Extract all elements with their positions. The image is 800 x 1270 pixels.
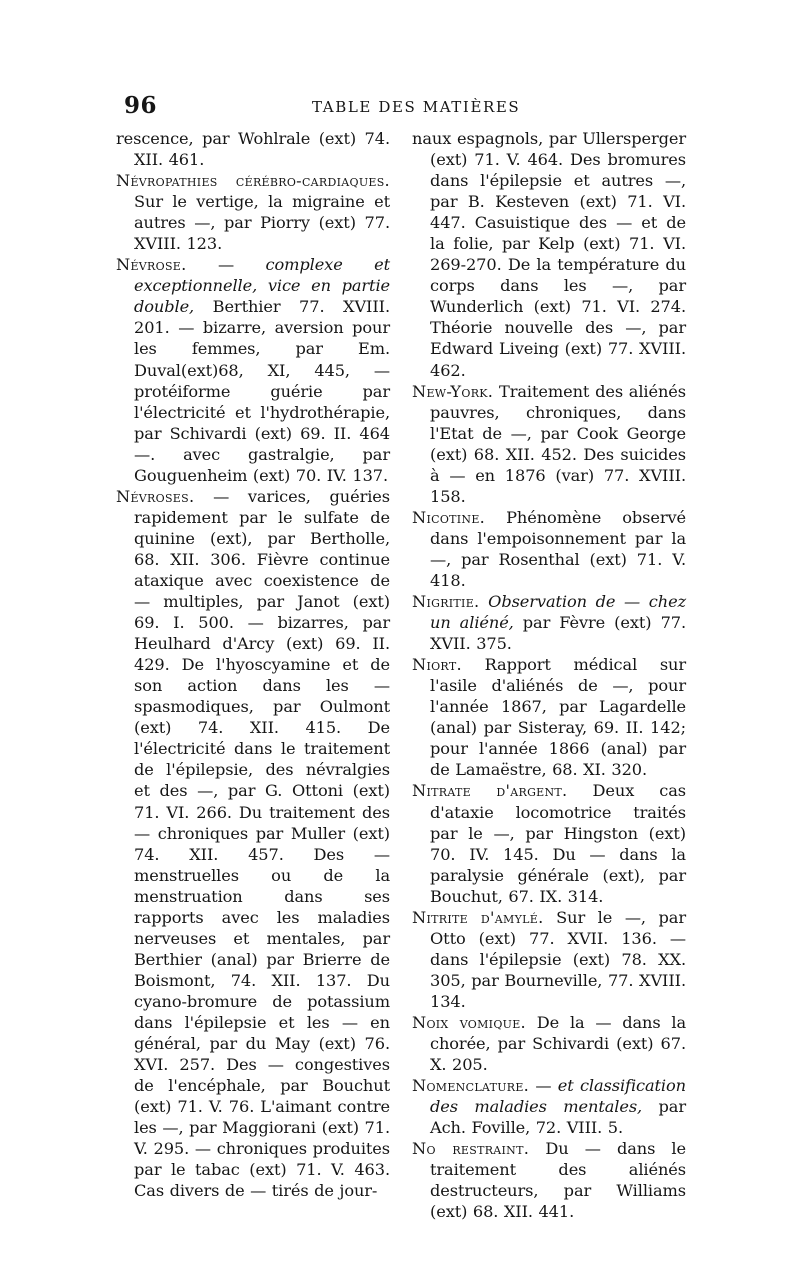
index-entry bbox=[412, 1138, 686, 1222]
index-entry bbox=[412, 654, 686, 780]
entry-text: De la — dans la chorée, par Schivardi (ext) 67. X. 205. bbox=[430, 1012, 686, 1075]
entry-heading: Névropathies cérébro-cardiaques. bbox=[116, 171, 390, 191]
entry-text: par Fèvre (ext) 77. XVII. 375. bbox=[430, 613, 687, 654]
entry-heading: New-York. bbox=[412, 381, 494, 401]
entry-heading: Névroses. bbox=[116, 486, 195, 506]
entry-dash: — bbox=[186, 255, 266, 275]
index-entry bbox=[116, 254, 390, 486]
left-column bbox=[116, 128, 390, 1201]
entry-dash: — bbox=[529, 1076, 558, 1096]
index-entry bbox=[116, 170, 390, 254]
index-entry bbox=[116, 486, 390, 1202]
entry-text: Traitement des aliénés pauvres, chroniques, dans l'Etat de —, par Cook George (ext) 68. XII. 452. Des suicides à — en 1876 (var) 77. XVIII. 158. bbox=[430, 381, 686, 506]
entry-heading: Nitrate d'argent. bbox=[412, 781, 568, 801]
entry-text: naux espagnols, par Ullersperger (ext) 71. V. 464. Des bromures dans l'épilepsie et autres —, par B. Kesteven (ext) 71. VI. 447. Casuistique des — et de la folie, par Kelp (ext) 71. VI. 269-270. De la température du corps dans les —, par Wunderlich (ext) 71. VI. 274. Théorie nouvelle des —, par Edward Liveing (ext) 77. XVIII. 462. bbox=[412, 129, 686, 380]
entry-italic: complexe et exceptionnelle, vice en partie double, bbox=[134, 255, 390, 317]
index-entry bbox=[412, 507, 686, 591]
right-column bbox=[412, 128, 686, 1222]
entry-text: Sur le vertige, la migraine et autres —, par Piorry (ext) 77. XVIII. 123. bbox=[134, 192, 390, 254]
entry-heading: Nomenclature. bbox=[412, 1076, 530, 1096]
running-title: TABLE DES MATIÈRES bbox=[312, 98, 521, 116]
entry-italic: Observation de — chez un aliéné, bbox=[430, 592, 686, 633]
index-entry bbox=[116, 128, 390, 170]
entry-text: rescence, par Wohlrale (ext) 74. XII. 461. bbox=[116, 129, 390, 170]
entry-heading: No restraint. bbox=[412, 1139, 530, 1159]
entry-heading: Nicotine. bbox=[412, 507, 486, 527]
index-entry bbox=[412, 907, 686, 1012]
entry-italic: et classification des maladies mentales, bbox=[430, 1076, 686, 1117]
page-number: 96 bbox=[124, 92, 158, 119]
entry-heading: Niort. bbox=[412, 655, 462, 675]
entry-text: Rapport médical sur l'asile d'aliénés de —, pour l'année 1867, par Lagardelle (anal) par Sisteray, 69. II. 142; pour l'année 1866 (anal) par de Lamaëstre, 68. XI. 320. bbox=[430, 655, 686, 780]
entry-text: Phénomène observé dans l'empoisonnement par la —, par Rosenthal (ext) 71. V. 418. bbox=[430, 507, 686, 590]
entry-heading: Nigritie. bbox=[412, 592, 480, 612]
entry-heading: Noix vomique. bbox=[412, 1012, 526, 1032]
entry-text: — varices, guéries rapidement par le sulfate de quinine (ext), par Bertholle, 68. XII. 306. Fièvre continue ataxique avec coexistence de — multiples, par Janot (ext) 69. I. 500. — bizarres, par Heulhard d'Arcy (ext) 69. II. 429. De l'hyoscyamine et de son action dans les — spasmodiques, par Oulmont (ext) 74. XII. 415. De l'électricité dans le traitement de l'épilepsie, des névralgies et des —, par G. Ottoni (ext) 71. VI. 266. Du traitement des — chroniques par Muller (ext) 74. XII. 457. Des — menstruelles ou de la menstruation dans ses rapports avec les maladies nerveuses et mentales, par Berthier (anal) par Brierre de Boismont, 74. XII. 137. Du cyano-bromure de potassium dans l'épilepsie et les — en général, par du May (ext) 76. XVI. 257. Des — congestives de l'encéphale, par Bouchut (ext) 71. V. 76. L'aimant contre les —, par Maggiorani (ext) 71. V. 295. — chroniques produites par le tabac (ext) 71. V. 463. Cas divers de — tirés de jour- bbox=[134, 486, 390, 1201]
entry-text: par Ach. Foville, 72. VIII. 5. bbox=[430, 1097, 686, 1138]
entry-text: Sur le —, par Otto (ext) 77. XVII. 136. — dans l'épilepsie (ext) 78. XX. 305, par Bourneville, 77. XVIII. 134. bbox=[430, 907, 686, 1011]
index-entry bbox=[412, 780, 686, 906]
entry-dash bbox=[479, 592, 488, 611]
index-entry bbox=[412, 128, 686, 381]
entry-heading: Nitrite d'amylé. bbox=[412, 907, 544, 927]
entry-text: Deux cas d'ataxie locomotrice traités par le —, par Hingston (ext) 70. IV. 145. Du — dans la paralysie générale (ext), par Bouchut, 67. IX. 314. bbox=[430, 781, 686, 906]
index-entry bbox=[412, 1075, 686, 1138]
index-entry bbox=[412, 591, 686, 654]
entry-heading: Névrose. bbox=[116, 255, 187, 275]
index-entry bbox=[412, 381, 686, 507]
index-entry bbox=[412, 1012, 686, 1075]
entry-text: Du — dans le traitement des aliénés destructeurs, par Williams (ext) 68. XII. 441. bbox=[430, 1139, 686, 1222]
entry-text: Berthier 77. XVIII. 201. — bizarre, aversion pour les femmes, par Em. Duval(ext)68, XI, 445, — protéiforme guérie par l'électricité et l'hydrothérapie, par Schivardi (ext) 69. II. 464 —. avec gastralgie, par Gouguenheim (ext) 70. IV. 137. bbox=[134, 297, 390, 485]
